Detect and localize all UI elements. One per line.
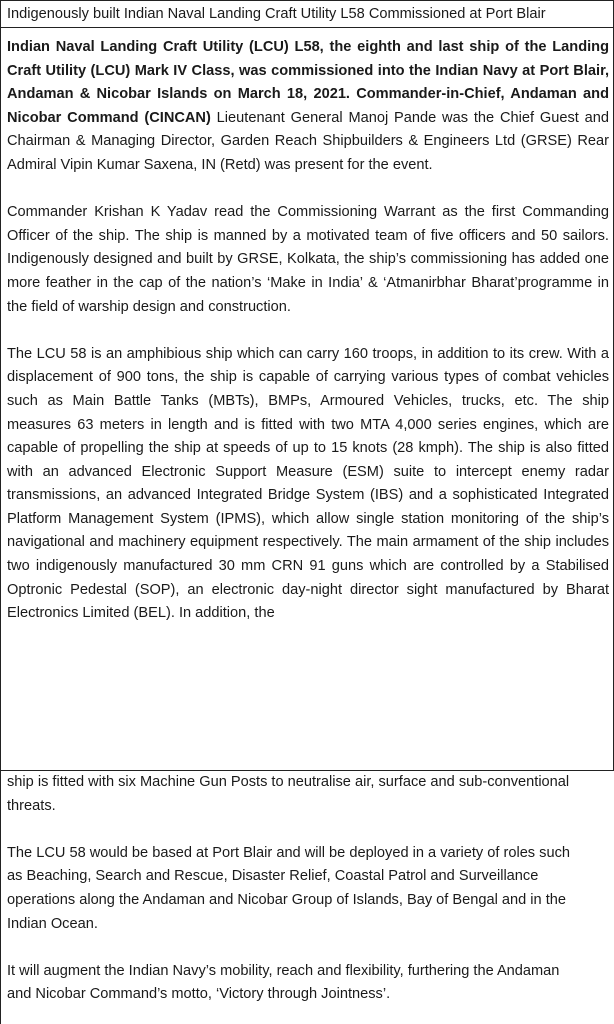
motto-line-1: It will augment the Indian Navy’s mobility, reach and flexibility, furthering the Andaman — [7, 962, 560, 979]
paragraph-intro — [7, 36, 609, 178]
deployment-line-4: Indian Ocean. — [7, 915, 98, 932]
blank-line — [7, 818, 614, 842]
deployment-line-2: as Beaching, Search and Rescue, Disaster Relief, Coastal Patrol and Surveillance — [7, 868, 539, 885]
blank-line — [7, 936, 614, 960]
deployment-line-3: operations along the Andaman and Nicobar Group of Islands, Bay of Bengal and in the — [7, 891, 566, 908]
capabilities-continued-line-1: ship is fitted with six Machine Gun Posts to neutralise air, surface and sub-conventional — [7, 774, 570, 790]
paragraph-commissioning: Commander Krishan K Yadav read the Commissioning Warrant as the first Commanding Officer of the ship. The ship is manned by a motivated team of five officers and 50 sailors. Indigenously designed and built by GRSE, Kolkata, the ship’s commissioning has added one more feather in the cap of the nation’s ‘Make in India’ & ‘Atmanirbhar Bharat’programme in the field of warship design and construction. — [7, 204, 609, 315]
deployment-line-1: The LCU 58 would be based at Port Blair and will be deployed in a variety of roles such — [7, 844, 570, 861]
motto-line-2: and Nicobar Command’s motto, ‘Victory through Jointness’. — [7, 986, 391, 1003]
document-title: Indigenously built Indian Naval Landing Craft Utility L58 Commissioned at Port Blair — [7, 6, 546, 22]
title-cell — [0, 0, 614, 28]
intro-regular-text: Lieutenant General Manoj Pande was the Chief Guest and Chairman & Managing Director, Garden Reach Shipbuilders & Engineers Ltd (GRSE) Rear Admiral Vipin Kumar Saxena, IN (Retd) was present for the event. — [7, 109, 610, 173]
paragraph-capabilities: The LCU 58 is an amphibious ship which can carry 160 troops, in addition to its crew. With a displacement of 900 tons, the ship is capable of carrying various types of combat vehicles such as Main Battle Tanks (MBTs), BMPs, Armoured Vehicles, trucks, etc. The ship measures 63 meters in length and is fitted with two MTA 4,000 series engines, which are capable of propelling the ship at speeds of up to 15 knots (28 kmph). The ship is also fitted with an advanced Electronic Support Measure (ESM) suite to intercept enemy radar transmissions, an advanced Integrated Bridge System (IBS) and a sophisticated Integrated Platform Management System (IPMS), which allow single station monitoring of the ship’s navigational and machinery equipment respectively. The main armament of the ship includes two indigenously manufactured 30 mm CRN 91 guns which are controlled by a Stabilised Optronic Pedestal (SOP), an electronic day-night director sight manufactured by Bharat Electronics Limited (BEL). In addition, the — [7, 345, 609, 622]
continuation-cell — [0, 771, 614, 1024]
capabilities-continued-line-2: threats. — [7, 797, 56, 814]
main-text-cell — [0, 28, 614, 771]
intro-bold-text: Indian Naval Landing Craft Utility (LCU) L58, the eighth and last ship of the Landing Craft Utility (LCU) Mark IV Class, was commissioned into the Indian Navy at Port Blair, Andaman & Nicobar Islands on March 18, 2021. Commander-in-Chief, Andaman and Nicobar Command (CINCAN) — [7, 39, 609, 126]
